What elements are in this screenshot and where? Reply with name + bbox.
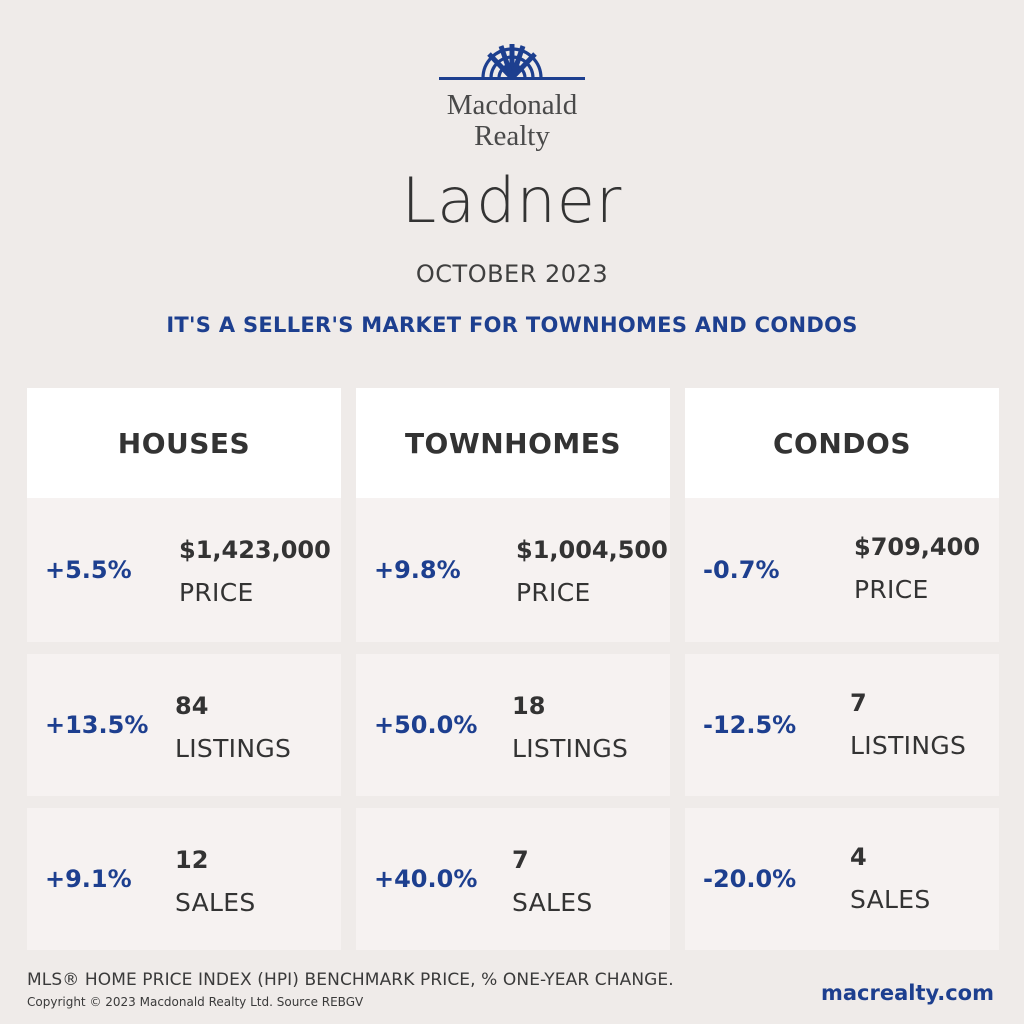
price-stat-card <box>356 498 670 642</box>
brand-name-line1: Macdonald <box>446 89 578 121</box>
price-label: PRICE <box>516 578 591 607</box>
column-title: CONDOS <box>685 388 999 498</box>
sales-stat-card <box>27 808 341 950</box>
sales-stat-card <box>356 808 670 950</box>
methodology-note: MLS® HOME PRICE INDEX (HPI) BENCHMARK PRICE, % ONE-YEAR CHANGE. <box>27 970 674 990</box>
sales-value: 4 <box>850 843 867 871</box>
sales-value: 7 <box>512 846 529 874</box>
price-change: +9.8% <box>374 556 461 584</box>
price-value: $1,423,000 <box>179 536 331 564</box>
listings-change: +50.0% <box>374 711 478 739</box>
price-change: -0.7% <box>703 556 780 584</box>
houses-column <box>27 388 341 917</box>
listings-label: LISTINGS <box>850 731 967 760</box>
sales-label: SALES <box>512 888 593 917</box>
townhomes-column <box>356 388 670 917</box>
sales-change: +40.0% <box>374 865 478 893</box>
listings-stat-card <box>356 654 670 796</box>
listings-label: LISTINGS <box>175 734 292 763</box>
sales-label: SALES <box>175 888 256 917</box>
listings-stat-card <box>685 654 999 796</box>
column-title: TOWNHOMES <box>356 388 670 498</box>
price-label: PRICE <box>179 578 254 607</box>
listings-change: -12.5% <box>703 711 797 739</box>
sales-stat-card <box>685 808 999 950</box>
listings-value: 84 <box>175 692 209 720</box>
brand-logo <box>0 36 1024 152</box>
market-tagline: IT'S A SELLER'S MARKET FOR TOWNHOMES AND CONDOS <box>166 313 858 337</box>
sales-value: 12 <box>175 846 209 874</box>
price-stat-card <box>685 498 999 642</box>
price-label: PRICE <box>854 575 929 604</box>
listings-value: 18 <box>512 692 546 720</box>
copyright-text: Copyright © 2023 Macdonald Realty Ltd. Source REBGV <box>27 995 364 1009</box>
sunburst-arch-icon <box>439 36 585 84</box>
website-link[interactable]: macrealty.com <box>820 981 994 1005</box>
sales-label: SALES <box>850 885 931 914</box>
price-value: $709,400 <box>854 533 981 561</box>
brand-name-line2: Realty <box>474 120 550 152</box>
price-change: +5.5% <box>45 556 132 584</box>
price-stat-card <box>27 498 341 642</box>
sales-change: -20.0% <box>703 865 797 893</box>
listings-label: LISTINGS <box>512 734 629 763</box>
listings-change: +13.5% <box>45 711 149 739</box>
city-title: Ladner <box>401 164 623 237</box>
sales-change: +9.1% <box>45 865 132 893</box>
listings-value: 7 <box>850 689 867 717</box>
listings-stat-card <box>27 654 341 796</box>
report-date: OCTOBER 2023 <box>415 260 609 288</box>
condos-column <box>685 388 999 914</box>
price-value: $1,004,500 <box>516 536 668 564</box>
column-title: HOUSES <box>27 388 341 498</box>
